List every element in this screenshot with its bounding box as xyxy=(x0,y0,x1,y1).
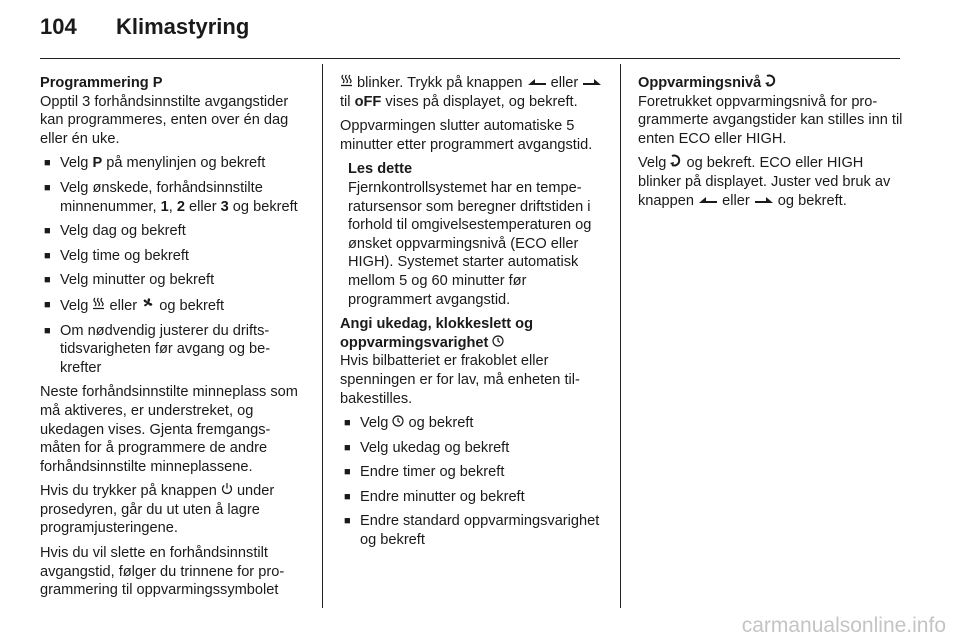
list-item: ■ Velg eller og bekreft xyxy=(40,296,306,316)
list-item: ■ Endre minutter og bekreft xyxy=(340,488,606,507)
heat-level-icon xyxy=(765,74,777,89)
column-1 xyxy=(40,74,306,606)
heater-icon xyxy=(340,74,353,89)
column-divider-2 xyxy=(620,64,621,608)
page-header xyxy=(40,14,249,40)
paragraph: blinker. Trykk på knappen eller til oFF vises på displayet, og bekreft. xyxy=(340,74,606,111)
clock-icon xyxy=(492,335,504,349)
list-item: ■ Velg minutter og bekreft xyxy=(40,271,306,290)
clock-icon xyxy=(392,415,404,429)
fan-icon xyxy=(141,296,155,312)
column-3 xyxy=(638,74,904,216)
note-box xyxy=(340,160,606,309)
list-item: ■ Velg time og bekreft xyxy=(40,247,306,266)
note-title: Les dette xyxy=(348,161,413,178)
paragraph: Hvis du trykker på knappen under prosedyren, går du ut uten å lagre programjusteringene. xyxy=(40,483,275,537)
paragraph: Neste forhåndsinnstilte minneplass som må aktiveres, er understreket, og ukedagen vises. Gjenta fremgangsmåten for å programmere de andre forhåndsinnstilte minneplassene. xyxy=(40,384,298,475)
paragraph: Opptil 3 forhåndsinnstilte avgangstider kan programmeres, enten over én dag eller én uke. xyxy=(40,93,289,147)
paragraph: Hvis bilbatteriet er frakoblet eller spenningen er for lav, må enheten tilbakestilles. xyxy=(340,353,580,407)
power-icon xyxy=(221,482,233,497)
paragraph: Foretrukket oppvarmingsnivå for programmerte avgangstider kan stilles inn til enten ECO eller HIGH. xyxy=(638,93,903,147)
left-arrow-button-icon xyxy=(698,194,718,207)
watermark: carmanualsonline.info xyxy=(741,614,946,637)
step-list xyxy=(40,154,306,377)
list-item: ■ Endre timer og bekreft xyxy=(340,463,606,482)
list-item: ■ Velg ukedag og bekreft xyxy=(340,439,606,458)
list-item: ■ Om nødvendig justerer du driftstidsvarigheten før avgang og bekrefter xyxy=(40,322,306,378)
section-heading-programming: Programmering P xyxy=(40,75,163,91)
left-arrow-button-icon xyxy=(527,76,547,89)
right-arrow-button-icon xyxy=(582,76,602,89)
step-list xyxy=(340,414,606,550)
list-item: ■ Velg ønskede, forhåndsinnstilte minnenummer, 1, 2 eller 3 og bekreft xyxy=(40,179,306,216)
paragraph: Velg og bekreft. ECO eller HIGH blinker på displayet. Juster ved bruk av knappen eller og bekreft. xyxy=(638,155,891,209)
list-item: ■ Velg og bekreft xyxy=(340,414,606,433)
list-item: ■ Endre standard oppvarmingsvarighet og bekreft xyxy=(340,512,606,549)
section-heading-heat-level: Oppvarmingsnivå xyxy=(638,74,904,93)
page-title: Klimastyring xyxy=(116,14,250,39)
column-2 xyxy=(340,74,606,556)
section-heading-day-time: Angi ukedag, klokkeslett og oppvarmingsvarighet xyxy=(340,316,534,351)
right-arrow-button-icon xyxy=(754,194,774,207)
heater-icon xyxy=(92,297,105,312)
column-divider-1 xyxy=(322,64,323,608)
paragraph: Hvis du vil slette en forhåndsinnstilt avgangstid, følger du trinnene for programmering til oppvarmingssymbolet xyxy=(40,545,285,599)
note-text: Fjernkontrollsystemet har en temperatursensor som beregner driftstiden i forhold til omgivelsestemperaturen og ønsket oppvarmingsnivå (ECO eller HIGH). Systemet starter automatisk mellom 5 og 60 minutter før programmert avgangstid. xyxy=(348,179,592,308)
page-number: 104 xyxy=(40,14,77,39)
list-item: ■ Velg dag og bekreft xyxy=(40,222,306,241)
heat-level-icon xyxy=(670,154,682,169)
paragraph: Oppvarmingen slutter automatiske 5 minutter etter programmert avgangstid. xyxy=(340,118,593,153)
header-rule xyxy=(40,58,900,59)
list-item: ■ Velg P på menylinjen og bekreft xyxy=(40,154,306,173)
